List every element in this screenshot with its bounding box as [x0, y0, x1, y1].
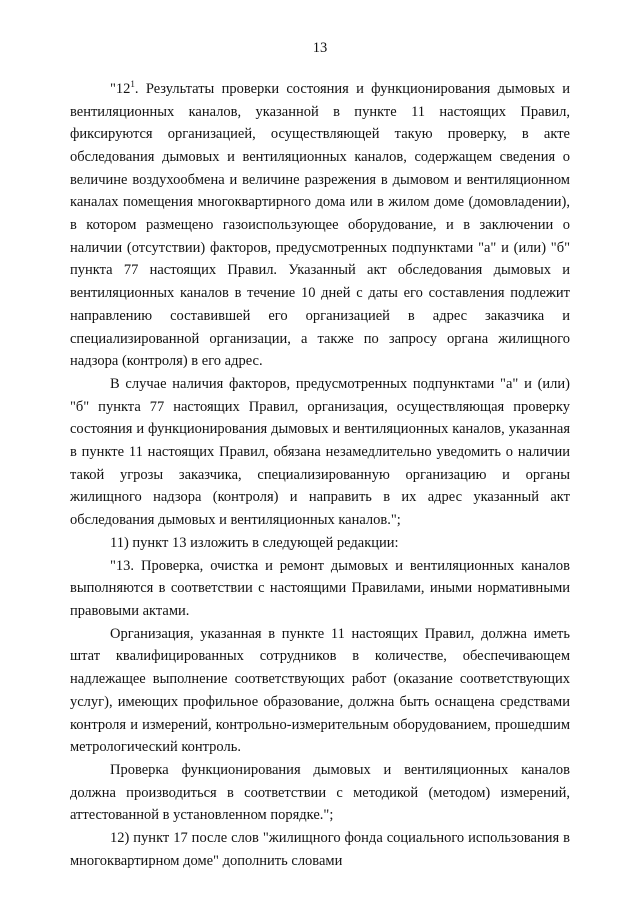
paragraph-organization: Организация, указанная в пункте 11 настоящих Правил, должна иметь штат квалифицированных сотрудников в количестве, обеспечивающем надлежащее выполнение соответствующих работ (оказание соответствующих услуг), имеющих профильное образование, должна быть оснащена средствами контроля и измерений, контрольно-измерительным оборудованием, прошедшим метрологический контроль. [70, 625, 570, 756]
paragraph-item-11: 11) пункт 13 изложить в следующей редакции: [110, 534, 399, 551]
paragraph-factors: В случае наличия факторов, предусмотренных подпунктами "а" и (или) "б" пункта 77 настоящих Правил, организация, осуществляющая проверку состояния и функционирования дымовых и вентиляционных каналов, указанная в пункте 11 настоящих Правил, обязана незамедлительно уведомить о наличии такой угрозы заказчика, специализированную организацию и органы жилищного надзора (контроля) и направить в их адрес указанный акт обследования дымовых и вентиляционных каналов."; [70, 375, 570, 529]
paragraph-13: "13. Проверка, очистка и ремонт дымовых и вентиляционных каналов выполняются в соответствии с настоящими Правилами, иными нормативными правовыми актами. [70, 557, 570, 619]
paragraph-item-12: 12) пункт 17 после слов "жилищного фонда социального использования в многоквартирном доме" дополнить словами [70, 830, 570, 869]
page-number: 13 [312, 40, 328, 56]
superscript-index: 1 [130, 79, 135, 89]
document-body [70, 73, 570, 872]
paragraph-check: Проверка функционирования дымовых и вентиляционных каналов должна производиться в соответствии с методикой (методом) измерений, аттестованной в установленном порядке."; [70, 761, 570, 824]
paragraph-12-1 [70, 73, 570, 373]
paragraph-12-1-prefix: "12 [110, 80, 131, 97]
paragraph-12-1-text: . Результаты проверки состояния и функционирования дымовых и вентиляционных каналов, указанной в пункте 11 настоящих Правил, фиксируются организацией, осуществляющей такую проверку, в акте обследования дымовых и вентиляционных каналов, содержащем сведения о величине воздухообмена и величине разрежения в дымовом и вентиляционном каналах помещения многоквартирного дома или в жилом доме (домовладении), в котором размещено газоиспользующее оборудование, и в заключении о наличии (отсутствии) факторов, предусмотренных подпунктами "а" и (или) "б" пункта 77 настоящих Правил. Указанный акт обследования дымовых и вентиляционных каналов в течение 10 дней с даты его составления подлежит направлению составившей его организацией в адрес заказчика и специализированной организации, а также по запросу органа жилищного надзора (контроля) в его адрес. [70, 80, 570, 370]
